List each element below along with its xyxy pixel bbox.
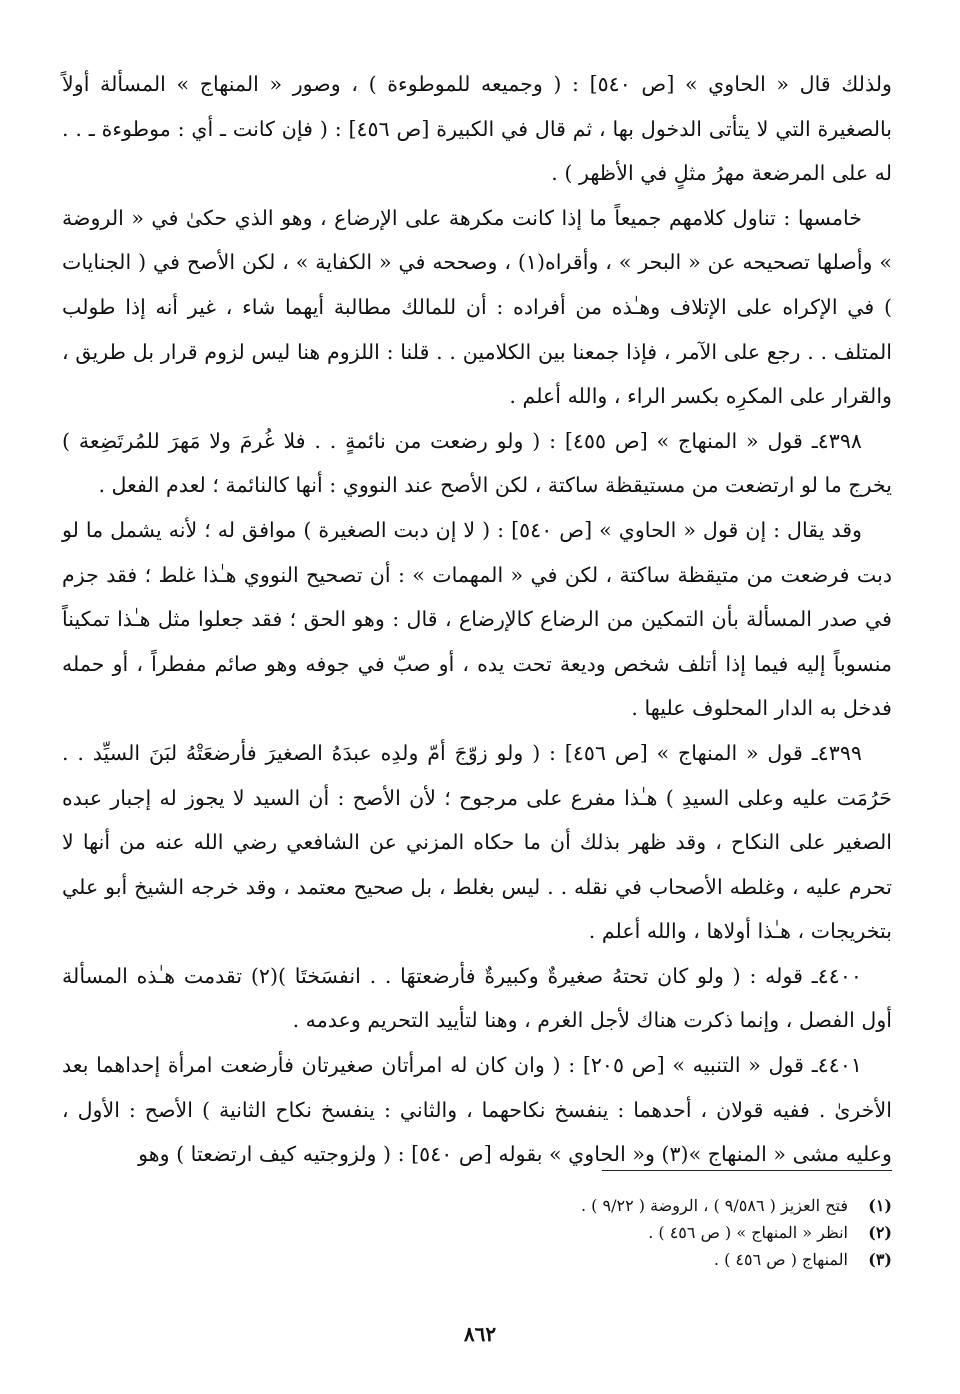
- footnote-number: (٢): [868, 1223, 892, 1242]
- paragraph: وقد يقال : إن قول « الحاوي » [ص ٥٤٠] : ( لا إن دبت الصغيرة ) موافق له ؛ لأنه يشمل ما لو دبت فرضعت من متيقظة ساكتة ، لكن في « المهمات » : أن تصحيح النووي هـٰذا غلط ؛ فقد جزم في صدر المسألة بأن التمكين من الرضاع كالإرضاع ، قال : وهو الحق ؛ فقد جعلوا مثل هـٰذا تمكيناً منسوباً إليه فيما إذا أتلف شخص وديعة تحت يده ، أو صبّ في جوفه وهو صائم مفطراً ، أو حمله فدخل به الدار المحلوف عليها .: [62, 517, 892, 721]
- footnote-number: (٣): [868, 1250, 892, 1269]
- main-text: [62, 62, 892, 1177]
- paragraph: ٤٤٠١ـ قول « التنبيه » [ص ٢٠٥] : ( وان كان له امرأتان صغيرتان فأرضعت امرأة إحداهما بعد الأخرىٰ . ففيه قولان ، أحدهما : ينفسخ نكاحهما ، والثاني : ينفسخ نكاح الثانية ) الأصح : الأول ، وعليه مشى « المنهاج »(٣) و« الحاوي » بقوله [ص ٥٤٠] : ( ولزوجتيه كيف ارتضعتا ) وهو: [62, 1053, 892, 1167]
- paragraph: ٤٣٩٨ـ قول « المنهاج » [ص ٤٥٥] : ( ولو رضعت من نائمةٍ . . فلا غُرمَ ولا مَهرَ للمُرتَضِعة ) يخرج ما لو ارتضعت من مستيقظة ساكتة ، لكن الأصح عند النووي : أنها كالنائمة ؛ لعدم الفعل .: [62, 428, 892, 498]
- footnote: [200, 1219, 892, 1246]
- footnote-text: فتح العزيز ( ٩/٥٨٦ ) ، الروضة ( ٩/٢٢ ) .: [580, 1196, 848, 1215]
- paragraph: خامسها : تناول كلامهم جميعاً ما إذا كانت مكرهة على الإرضاع ، وهو الذي حكىٰ في « الروضة » وأصلها تصحيحه عن « البحر » ، وأقراه(١) ، وصححه في « الكفاية » ، لكن الأصح في ( الجنايات ) في الإكراه على الإتلاف وهـٰذه من أفراده : أن للمالك مطالبة أيهما شاء ، غير أنه إذا طولب المتلف . . رجع على الآمر ، فإذا جمعنا بين الكلامين . . قلنا : اللزوم هنا ليس لزوم قرار بل طريق ، والقرار على المكرِه بكسر الراء ، والله أعلم .: [62, 205, 892, 409]
- footnote-separator: [602, 1170, 892, 1171]
- paragraph: ٤٣٩٩ـ قول « المنهاج » [ص ٤٥٦] : ( ولو زوّجَ أمّ ولدِه عبدَهُ الصغيرَ فأرضعَتْهُ لبَنَ السيِّد . . حَرُمَت عليه وعلى السيدِ ) هـٰذا مفرع على مرجوح ؛ لأن الأصح : أن السيد لا يجوز له إجبار عبده الصغير على النكاح ، وقد ظهر بذلك أن ما حكاه المزني عن الشافعي رضي الله عنه من أنها لا تحرم عليه ، وغلطه الأصحاب في نقله . . ليس بغلط ، بل صحيح معتمد ، وقد خرجه الشيخ أبو علي بتخريجات ، هـٰذا أولاها ، والله أعلم .: [62, 740, 892, 944]
- footnote-number: (١): [868, 1196, 892, 1215]
- footnotes: [200, 1192, 892, 1273]
- paragraph: ٤٤٠٠ـ قوله : ( ولو كان تحتهُ صغيرةٌ وكبيرةٌ فأرضعتهَا . . انفسَختَا )(٢) تقدمت هـٰذه المسألة أول الفصل ، وإنما ذكرت هناك لأجل الغرم ، وهنا لتأييد التحريم وعدمه .: [62, 963, 892, 1033]
- footnote: [200, 1192, 892, 1219]
- footnote: [200, 1246, 892, 1273]
- page-number: ٨٦٢: [463, 1322, 497, 1346]
- paragraph: ولذلك قال « الحاوي » [ص ٥٤٠] : ( وجميعه للموطوءة ) ، وصور « المنهاج » المسألة أولاً بالصغيرة التي لا يتأتى الدخول بها ، ثم قال في الكبيرة [ص ٤٥٦] : ( فإن كانت ـ أي : موطوءة ـ . . له على المرضعة مهرُ مثلٍ في الأظهر ) .: [62, 72, 892, 186]
- footnote-text: انظر « المنهاج » ( ص ٤٥٦ ) .: [648, 1223, 848, 1242]
- footnote-text: المنهاج ( ص ٤٥٦ ) .: [713, 1250, 848, 1269]
